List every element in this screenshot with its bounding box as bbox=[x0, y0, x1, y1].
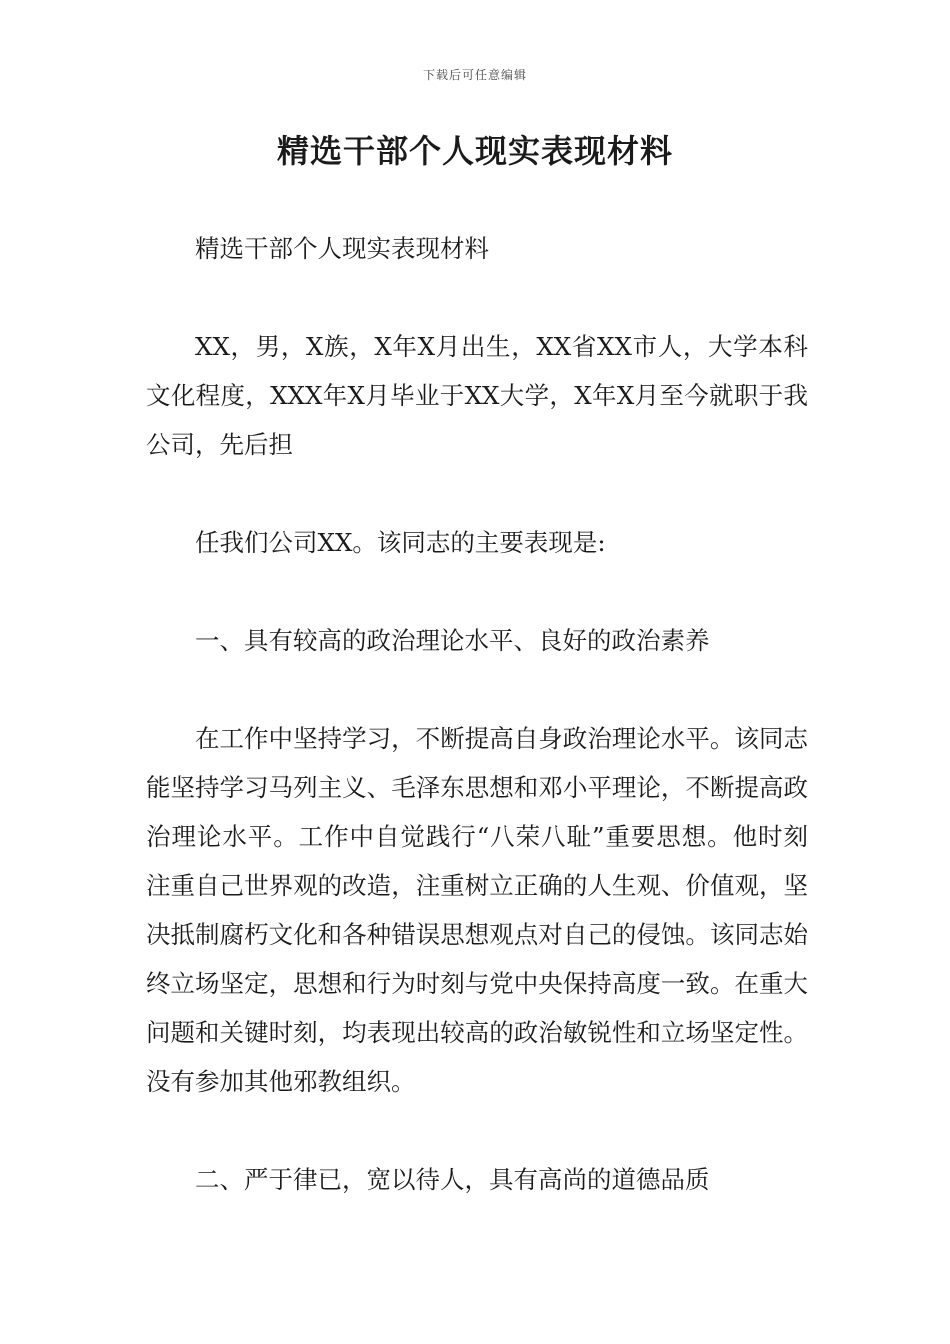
section-heading-2: 二、严于律已，宽以待人，具有高尚的道德品质 bbox=[195, 1165, 710, 1194]
paragraph-section-1: 在工作中坚持学习，不断提高自身政治理论水平。该同志能坚持学习马列主义、毛泽东思想和邓小平理论，不断提高政治理论水平。工作中自觉践行“八荣八耻”重要思想。他时刻注重自己世界观的改造，注重树立正确的人生观、价值观，坚决抵制腐朽文化和各种错误思想观点对自己的侵蚀。该同志始终立场坚定，思想和行为时刻与党中央保持高度一致。在重大问题和关键时刻，均表现出较高的政治敏锐性和立场坚定性。没有参加其他邪教组织。 bbox=[146, 724, 808, 1096]
paragraph-subtitle: 精选干部个人现实表现材料 bbox=[195, 234, 489, 263]
document-body bbox=[146, 224, 808, 1253]
header-note: 下载后可任意编辑 bbox=[422, 68, 527, 82]
section-heading-1: 一、具有较高的政治理论水平、良好的政治素养 bbox=[195, 626, 710, 655]
paragraph-summary: 任我们公司XX。该同志的主要表现是: bbox=[195, 528, 606, 557]
document-title: 精选干部个人现实表现材料 bbox=[276, 132, 673, 170]
paragraph-intro: XX，男，X族，X年X月出生，XX省XX市人，大学本科文化程度，XXX年X月毕业于XX大学，X年X月至今就职于我公司，先后担 bbox=[146, 332, 808, 459]
